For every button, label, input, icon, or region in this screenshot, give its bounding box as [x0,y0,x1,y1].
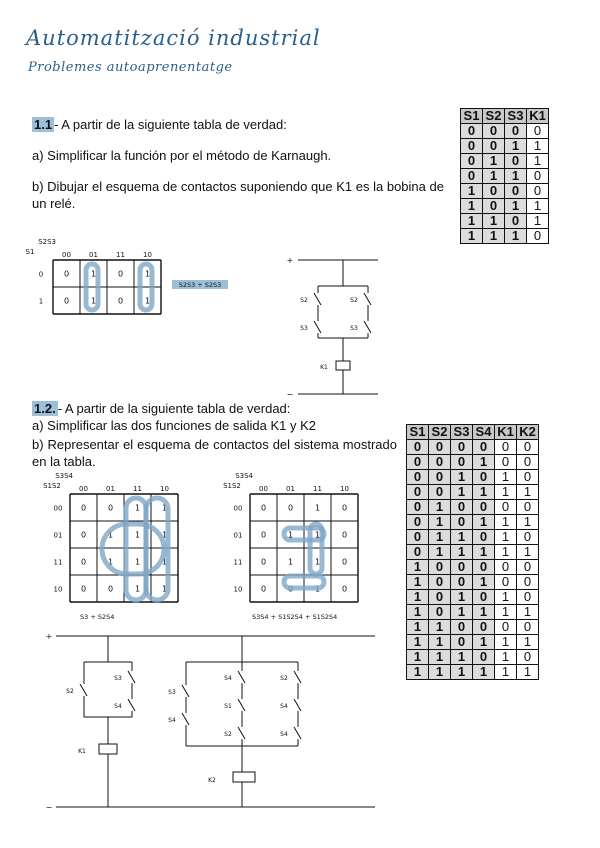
truth-table-1-row [461,154,549,169]
truth-table-2-cell: 0 [473,560,495,575]
problem-2-intro-text: - A partir de la siguiente tabla de verdad: [57,401,291,416]
truth-table-2-cell: 1 [407,560,429,575]
kmap-1-cell-value: 0 [63,296,70,306]
kmap-k1-cell-value: 0 [80,530,87,540]
circuit-2-k1-contact-label: S2 [66,688,74,695]
truth-table-2-cell: 0 [451,515,473,530]
truth-table-2-cell: 1 [407,575,429,590]
truth-table-1-row [461,169,549,184]
truth-table-1-cell: 0 [527,229,549,244]
truth-table-2-cell: 1 [407,605,429,620]
truth-table-2-cell: 0 [429,440,451,455]
truth-table-2-cell: 1 [429,650,451,665]
kmap-1-col-label: 10 [143,251,152,259]
truth-table-2-cell: 0 [451,620,473,635]
truth-table-2-cell: 1 [429,635,451,650]
kmap-k2-col-label: 00 [259,485,268,493]
kmap-k1-col-label: 10 [160,485,169,493]
kmap-k1-cell-value: 1 [107,557,114,567]
truth-table-1-cell: 1 [527,199,549,214]
truth-table-1-cell: 0 [527,124,549,139]
truth-table-1-cell: 0 [483,184,505,199]
truth-table-2-header-k1: K1 [495,425,517,440]
truth-table-2-cell: 0 [495,575,517,590]
truth-table-1-cell: 1 [527,154,549,169]
truth-table-2-header-s4: S4 [473,425,495,440]
kmap-k2-cell-value: 0 [287,584,294,594]
circuit-1 [287,256,378,398]
circuit-1-contact-label: S2 [350,297,358,304]
circuit-1-contact-label: S3 [300,325,308,332]
truth-table-2-cell: 0 [517,470,539,485]
kmap-k1-corner-label: S3S4 [55,472,73,480]
kmap-k1-cell-value: 1 [107,530,114,540]
truth-table-1-row [461,199,549,214]
kmap-1-cell-value: 0 [117,296,124,306]
truth-table-2-cell: 0 [451,560,473,575]
truth-table-2-cell: 0 [495,620,517,635]
truth-table-1-cell: 1 [483,229,505,244]
problem-1-number: 1.1 [34,117,53,132]
circuit-2-k1-contact-label: S3 [114,675,122,682]
kmap-k1-cell-value: 0 [80,557,87,567]
kmap-1-row-label: 1 [38,297,44,306]
truth-table-2-cell: 0 [495,455,517,470]
truth-table-2-cell: 1 [429,545,451,560]
circuit-2-plus-label: + [45,632,53,641]
truth-table-1-cell: 0 [483,199,505,214]
circuit-2-coil-k2 [233,772,255,782]
circuit-2-k1-contact-label: S4 [114,703,122,710]
truth-table-2-cell: 0 [451,575,473,590]
truth-table-1-header-s1: S1 [461,109,483,124]
kmap-k2-cell-value: 0 [260,557,267,567]
truth-table-2-cell: 1 [495,635,517,650]
truth-table-2-cell: 0 [517,590,539,605]
kmap-1-row-label: 0 [38,270,44,279]
truth-table-2-cell: 1 [473,605,495,620]
truth-table-1-cell: 0 [505,214,527,229]
kmap-k1-cell-value: 1 [161,530,168,540]
kmap-k2-row-label: 10 [233,585,243,594]
truth-table-2-cell: 0 [451,635,473,650]
truth-table-2-cell: 1 [429,620,451,635]
truth-table-1-cell: 0 [483,124,505,139]
truth-table-2-cell: 0 [451,455,473,470]
kmap-1-cell-value: 1 [90,269,97,279]
circuit-2-k2-contact-label: S4 [280,703,288,710]
truth-table-1-cell: 1 [505,199,527,214]
truth-table-2-cell: 1 [495,605,517,620]
kmap-k2-cell-value: 0 [260,503,267,513]
truth-table-2-cell: 1 [473,545,495,560]
kmap-k1-row-label: 11 [53,558,63,567]
circuit-2-coil-k1 [99,744,117,754]
kmap-k2-cell-value: 1 [314,584,321,594]
problem-1-drawings [0,238,600,398]
truth-table-1-cell: 1 [505,139,527,154]
truth-table-2-cell: 1 [473,635,495,650]
kmap-k2-row-variable: S1S2 [223,482,241,490]
truth-table-1-row [461,139,549,154]
truth-table-1-header-row [461,109,549,124]
kmap-k2-cell-value: 1 [287,557,294,567]
truth-table-2-cell: 0 [429,605,451,620]
kmap-k2-cell-value: 1 [314,530,321,540]
kmap-k2-cell-value: 0 [341,557,348,567]
truth-table-2-cell: 0 [407,440,429,455]
truth-table-1-cell: 0 [461,124,483,139]
problem-2-part-a: a) Simplificar las dos funciones de salida K1 y K2 [32,418,316,433]
truth-table-2-cell: 0 [429,455,451,470]
truth-table-1-cell: 1 [461,184,483,199]
truth-table-2-cell: 1 [451,605,473,620]
circuit-1-plus-label: + [286,256,294,265]
truth-table-2-row [407,440,539,455]
truth-table-1-header-s3: S3 [505,109,527,124]
page-subtitle: Problemes autoaprenentatge [28,60,233,75]
truth-table-2-cell: 0 [451,440,473,455]
truth-table-2-cell: 1 [451,650,473,665]
truth-table-1 [460,108,549,244]
truth-table-2-row [407,455,539,470]
truth-table-1-cell: 0 [461,169,483,184]
truth-table-2-cell: 0 [473,590,495,605]
truth-table-2-cell: 1 [495,515,517,530]
truth-table-2-cell: 0 [517,530,539,545]
truth-table-2-cell: 1 [517,545,539,560]
truth-table-2-header-row [407,425,539,440]
truth-table-2-header-k2: K2 [517,425,539,440]
truth-table-2-cell: 1 [473,455,495,470]
kmap-k1-cell-value: 1 [134,503,141,513]
kmap-k2-col-label: 01 [286,485,295,493]
truth-table-2-cell: 1 [517,485,539,500]
kmap-k2-cell-value: 0 [260,584,267,594]
truth-table-1-cell: 0 [461,139,483,154]
truth-table-2-cell: 1 [429,530,451,545]
problem-1-part-a: a) Simplificar la función por el método de Karnaugh. [32,148,332,163]
kmap-k2-result: S3S4 + S1S2S4 + S1S2S4 [252,613,338,621]
truth-table-2-cell: 1 [451,590,473,605]
truth-table-1-row [461,124,549,139]
truth-table-1-header-k1: K1 [527,109,549,124]
truth-table-1-row [461,214,549,229]
kmap-k1-row-label: 00 [53,504,63,513]
kmap-k2-row-label: 00 [233,504,243,513]
truth-table-2-cell: 0 [473,500,495,515]
kmap-1-cell-value: 1 [144,296,151,306]
circuit-2-k2-contact-label: S4 [224,675,232,682]
truth-table-2-cell: 0 [517,560,539,575]
truth-table-2-cell: 1 [429,515,451,530]
truth-table-2-header-s3: S3 [451,425,473,440]
truth-table-1-cell: 0 [527,169,549,184]
circuit-1-contact-label: S3 [350,325,358,332]
truth-table-2-cell: 0 [473,470,495,485]
kmap-1-row-variable: S1 [25,248,35,256]
truth-table-2-cell: 0 [517,650,539,665]
kmap-1-col-label: 01 [89,251,98,259]
circuit-2-coil-k1-label: K1 [78,748,86,755]
kmap-k1-cell-value: 0 [107,584,114,594]
truth-table-2-cell: 1 [451,485,473,500]
truth-table-2-cell: 0 [407,500,429,515]
truth-table-2-cell: 1 [517,665,539,680]
circuit-2-k2-contact-label: S3 [168,689,176,696]
truth-table-1-cell: 1 [527,214,549,229]
truth-table-1-cell: 1 [527,139,549,154]
kmap-1-cell-value: 1 [144,269,151,279]
truth-table-2-cell: 1 [407,590,429,605]
truth-table-2-cell: 1 [473,485,495,500]
kmap-1-cell-value: 1 [90,296,97,306]
truth-table-1-cell: 0 [461,154,483,169]
truth-table-2-cell: 1 [473,515,495,530]
kmap-1 [26,238,228,314]
truth-table-1-cell: 0 [483,139,505,154]
kmap-k1-cell-value: 1 [134,584,141,594]
truth-table-2-cell: 0 [473,530,495,545]
truth-table-2-cell: 1 [495,590,517,605]
circuit-2-k2-contact-label: S2 [224,731,232,738]
truth-table-2-cell: 1 [429,500,451,515]
truth-table-2-cell: 1 [473,575,495,590]
circuit-1-contact-label: S2 [300,297,308,304]
circuit-2 [46,632,375,812]
truth-table-1-cell: 1 [461,229,483,244]
kmap-k2-cell-value: 1 [314,557,321,567]
truth-table-2-cell: 1 [451,470,473,485]
kmap-k1-col-label: 01 [106,485,115,493]
truth-table-2-cell: 1 [495,665,517,680]
kmap-k1 [43,472,178,621]
kmap-k1-cell-value: 1 [161,584,168,594]
kmap-k2-col-label: 11 [313,485,322,493]
truth-table-1-cell: 1 [505,229,527,244]
kmap-k2-cell-value: 0 [341,503,348,513]
kmap-k2-row-label: 11 [233,558,243,567]
truth-table-2-cell: 1 [517,605,539,620]
truth-table-1-row [461,184,549,199]
kmap-k1-cell-value: 0 [80,584,87,594]
kmap-1-col-label: 00 [62,251,71,259]
truth-table-1-cell: 0 [505,184,527,199]
truth-table-2-cell: 1 [473,665,495,680]
truth-table-2-cell: 0 [473,620,495,635]
kmap-k2-cell-value: 1 [314,503,321,513]
kmap-k2-cell-value: 0 [287,503,294,513]
truth-table-2-cell: 1 [495,545,517,560]
truth-table-1-cell: 1 [483,169,505,184]
kmap-k1-cell-value: 1 [134,557,141,567]
truth-table-2-header-s1: S1 [407,425,429,440]
truth-table-2-cell: 1 [407,650,429,665]
problem-1-intro-text: - A partir de la siguiente tabla de verdad: [54,117,287,132]
circuit-2-k2-contact-label: S1 [224,703,232,710]
kmap-k2-cell-value: 0 [341,584,348,594]
truth-table-2-cell: 1 [451,530,473,545]
kmap-k1-cell-value: 1 [161,557,168,567]
truth-table-2-cell: 0 [429,575,451,590]
kmap-k2-cell-value: 0 [341,530,348,540]
truth-table-1-cell: 1 [483,154,505,169]
truth-table-2-cell: 0 [517,620,539,635]
kmap-k2-row-label: 01 [233,531,243,540]
truth-table-2-cell: 1 [495,485,517,500]
kmap-k1-col-label: 00 [79,485,88,493]
truth-table-2-cell: 0 [473,650,495,665]
circuit-1-coil-label: K1 [320,364,328,371]
truth-table-2-cell: 1 [495,470,517,485]
problem-2-intro [32,400,407,417]
kmap-k1-col-label: 11 [133,485,142,493]
kmap-1-corner-label: S2S3 [38,238,56,246]
truth-table-1-cell: 1 [505,169,527,184]
truth-table-2-cell: 1 [495,650,517,665]
truth-table-1-cell: 0 [527,184,549,199]
truth-table-2-cell: 0 [429,470,451,485]
truth-table-1-cell: 0 [505,154,527,169]
truth-table-2-cell: 0 [517,500,539,515]
truth-table-2-cell: 1 [451,665,473,680]
kmap-k1-cell-value: 0 [107,503,114,513]
kmap-k1-group-loop [102,524,164,574]
circuit-1-coil [336,361,350,370]
truth-table-2-cell: 1 [451,545,473,560]
truth-table-2-cell: 0 [517,575,539,590]
circuit-2-k2-contact-label: S4 [280,731,288,738]
kmap-1-result: S2S3 + S2S3 [178,281,222,289]
problem-1-part-b: b) Dibujar el esquema de contactos suponiendo que K1 es la bobina de un relé. [32,179,444,211]
problem-1-intro [32,116,452,133]
kmap-1-col-label: 11 [116,251,125,259]
truth-table-2-cell: 0 [495,440,517,455]
truth-table-2-cell: 1 [429,665,451,680]
truth-table-2-cell: 0 [407,515,429,530]
truth-table-2-cell: 1 [495,530,517,545]
kmap-k1-result: S3 + S2S4 [80,613,115,621]
truth-table-2-cell: 0 [517,455,539,470]
truth-table-2-cell: 0 [407,530,429,545]
truth-table-2-header-s2: S2 [429,425,451,440]
truth-table-2-cell: 1 [517,635,539,650]
kmap-k2-corner-label: S3S4 [235,472,253,480]
kmap-k1-cell-value: 1 [161,503,168,513]
kmap-k2-cell-value: 0 [260,530,267,540]
problem-2-drawings [0,472,600,842]
truth-table-2-cell: 0 [407,470,429,485]
truth-table-2-cell: 0 [407,455,429,470]
kmap-1-cell-value: 0 [117,269,124,279]
problem-2-number: 1.2. [34,401,56,416]
kmap-k2-cell-value: 1 [287,530,294,540]
truth-table-2-cell: 1 [407,620,429,635]
kmap-1-cell-value: 0 [63,269,70,279]
kmap-k1-cell-value: 1 [134,530,141,540]
problem-2-part-b: b) Representar el esquema de contactos del sistema mostrado en la tabla. [32,437,397,469]
truth-table-2-cell: 1 [407,665,429,680]
kmap-k1-row-label: 01 [53,531,63,540]
truth-table-2-cell: 0 [495,560,517,575]
circuit-2-coil-k2-label: K2 [208,777,216,784]
truth-table-1-header-s2: S2 [483,109,505,124]
truth-table-1-cell: 1 [461,199,483,214]
circuit-1-minus-label: − [286,390,294,398]
truth-table-2-cell: 1 [517,515,539,530]
truth-table-2-cell: 0 [429,485,451,500]
truth-table-2-cell: 0 [429,560,451,575]
truth-table-1-cell: 0 [505,124,527,139]
kmap-k1-row-label: 10 [53,585,63,594]
kmap-k2 [223,472,358,621]
truth-table-2-cell: 0 [407,485,429,500]
truth-table-2-cell: 0 [407,545,429,560]
kmap-k2-col-label: 10 [340,485,349,493]
truth-table-2-cell: 0 [517,440,539,455]
truth-table-2-cell: 0 [429,590,451,605]
truth-table-2-cell: 1 [407,635,429,650]
kmap-k1-row-variable: S1S2 [43,482,61,490]
truth-table-2-cell: 0 [473,440,495,455]
truth-table-2-cell: 0 [451,500,473,515]
page-title: Automatització industrial [26,26,321,50]
truth-table-2-cell: 0 [495,500,517,515]
circuit-2-minus-label: − [45,803,53,812]
truth-table-1-cell: 1 [461,214,483,229]
truth-table-1-cell: 1 [483,214,505,229]
circuit-2-k2-contact-label: S4 [168,717,176,724]
circuit-2-k2-contact-label: S2 [280,675,288,682]
kmap-k1-cell-value: 0 [80,503,87,513]
